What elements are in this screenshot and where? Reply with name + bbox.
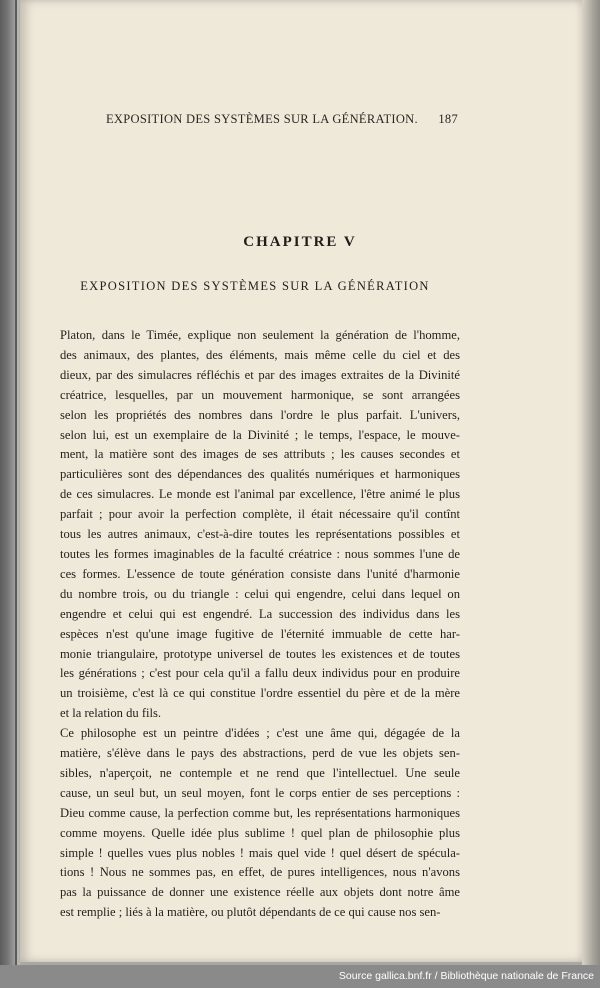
paragraph-1 xyxy=(60,326,460,724)
text-line: toutes les formes imaginables de la faculté créatrice : nous sommes l'une de xyxy=(60,546,460,561)
text-line: matière, s'élève dans le pays des abstractions, perd de vue les objets sen- xyxy=(60,746,460,761)
book-spine-edge xyxy=(15,0,17,965)
text-line: Ce philosophe est un peintre d'idées ; c'est une âme qui, dégagée de la xyxy=(60,726,460,741)
text-line: selon lui, est un exemplaire de la Divinité ; le temps, l'espace, le mouve- xyxy=(60,427,460,442)
text-line: des animaux, des plantes, des éléments, mais même celle du ciel et des xyxy=(60,347,460,362)
text-line: comme moyens. Quelle idée plus sublime ! quel plan de philosophie plus xyxy=(60,825,460,840)
text-line: de ces simulacres. Le monde est l'animal par excellence, l'être animé le plus xyxy=(60,487,460,502)
page-number: 187 xyxy=(438,112,458,126)
text-line: et la relation du fils. xyxy=(60,706,162,721)
text-line: les générations ; c'est pour cela qu'il a fallu deux individus pour en produire xyxy=(60,666,460,681)
chapter-title: CHAPITRE V xyxy=(243,234,357,250)
text-line: Platon, dans le Timée, explique non seulement la génération de l'homme, xyxy=(60,328,460,342)
text-line: cause, un seul but, un seul moyen, font le corps entier de ses perceptions : xyxy=(60,785,460,800)
text-line: selon les propriétés des nombres dans l'ordre le plus parfait. L'univers, xyxy=(60,407,460,422)
text-line: Dieu comme cause, la perfection comme but, les représentations harmoniques xyxy=(60,805,460,820)
text-line: créatrice, lesquelles, par un mouvement harmonique, se sont arrangées xyxy=(60,387,460,402)
text-line: engendre et celui qui est engendré. La succession des individus dans les xyxy=(60,606,460,621)
text-line: parfait ; pour avoir la perfection complète, il était nécessaire qu'il contînt xyxy=(60,507,460,522)
text-line: pas la puissance de donner une existence réelle aux objets dont notre âme xyxy=(60,885,460,900)
text-line: ment, la matière sont des images de ses attributs ; les causes secondes et xyxy=(60,447,460,462)
text-line: du nombre trois, ou du triangle : celui qui engendre, celui dans lequel on xyxy=(60,586,460,601)
source-credit: Source gallica.bnf.fr / Bibliothèque nationale de France xyxy=(338,970,594,982)
text-line: est remplie ; liés à la matière, ou plutôt dépendants de ce qui cause nos sen- xyxy=(60,905,441,920)
body-text xyxy=(60,326,460,923)
text-line: ces formes. L'essence de toute génération consiste dans l'unité d'harmonie xyxy=(60,566,460,581)
running-head-title: EXPOSITION DES SYSTÈMES SUR LA GÉNÉRATION. xyxy=(106,112,418,126)
text-line: monie triangulaire, prototype universel de toutes les existences et de toutes xyxy=(60,646,460,661)
text-line: tous les autres animaux, c'est-à-dire toutes les représentations possibles et xyxy=(60,527,460,542)
text-line: particulières sont des dépendances des qualités numériques et harmoniques xyxy=(60,467,460,482)
section-title: EXPOSITION DES SYSTÈMES SUR LA GÉNÉRATION xyxy=(80,279,430,293)
text-line: espèces n'est qu'une image fugitive de l'éternité immuable de cette har- xyxy=(60,626,460,641)
page-edge-right xyxy=(582,0,600,965)
text-line: simple ! quelles vues plus nobles ! mais quel vide ! quel désert de spécula- xyxy=(60,845,460,860)
paragraph-2 xyxy=(60,724,460,923)
text-line: dieux, par des simulacres réfléchis et par des images extraites de la Divinité xyxy=(60,367,460,382)
text-line: un troisième, c'est là ce qui constitue l'ordre essentiel du père et de la mère xyxy=(60,686,460,701)
text-line: tions ! Nous ne sommes pas, en effet, de pures intelligences, nous n'avons xyxy=(60,865,460,880)
text-line: sibles, n'aperçoit, ne contemple et ne rend que l'intellectuel. Une seule xyxy=(60,765,460,780)
